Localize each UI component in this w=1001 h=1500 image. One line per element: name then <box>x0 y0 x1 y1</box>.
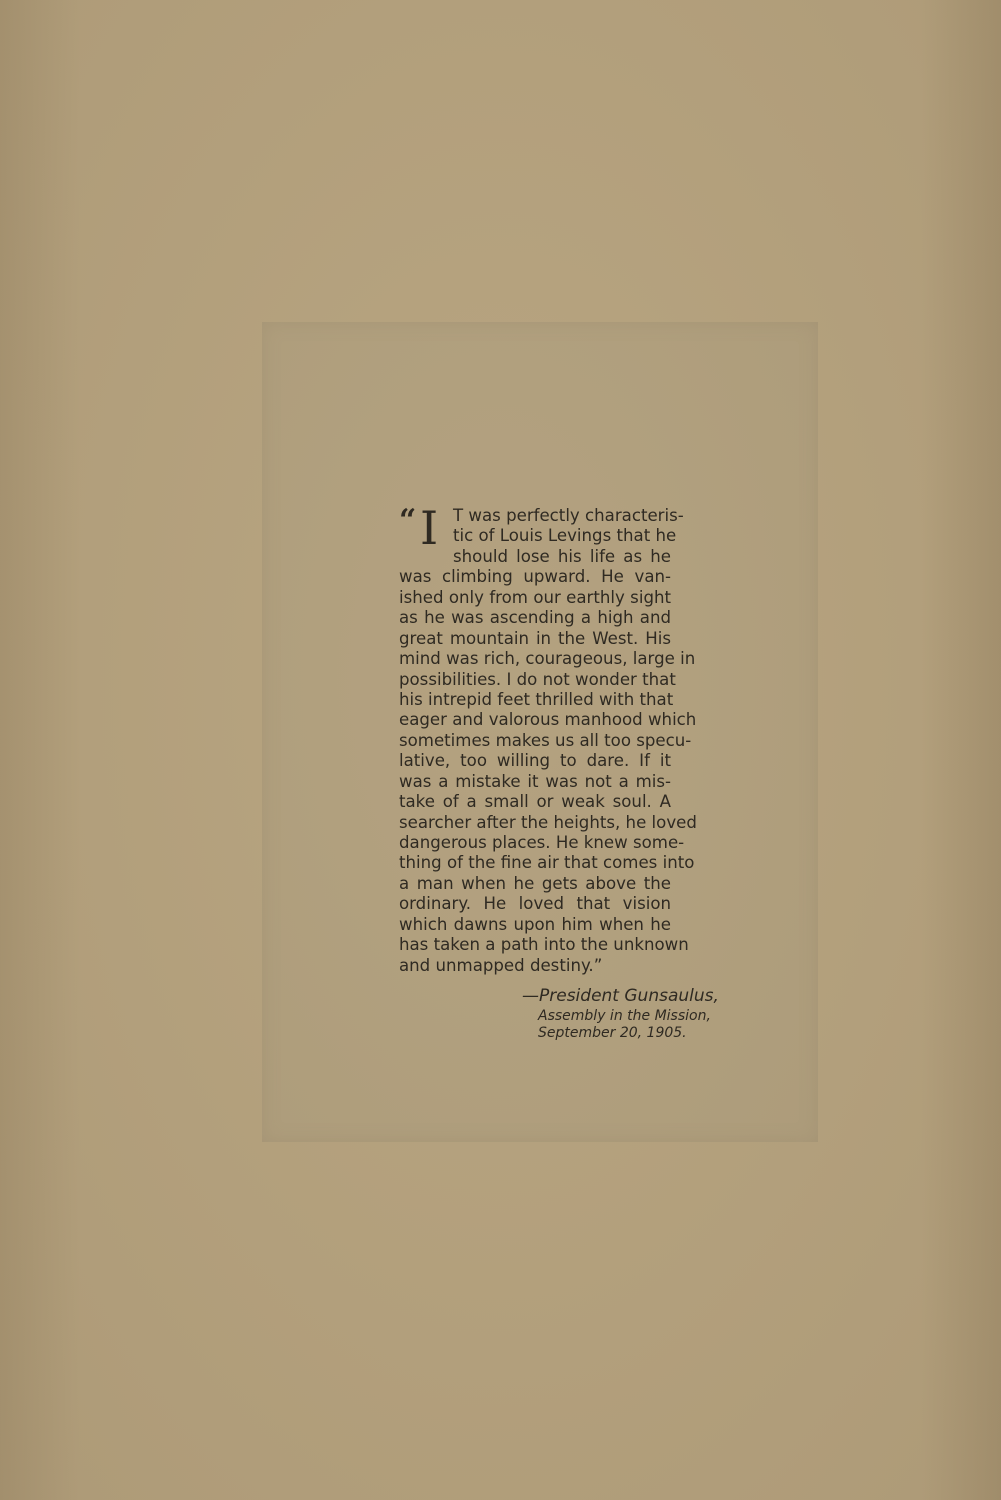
quote-line: possibilities. I do not wonder that <box>399 669 676 689</box>
quote-block <box>399 501 697 976</box>
open-quote-mark: “ <box>399 503 417 538</box>
attribution-name: —President Gunsaulus, <box>522 986 719 1006</box>
quote-line: which dawns upon him when he <box>399 914 671 934</box>
drop-cap: I <box>420 501 439 555</box>
quote-line: take of a small or weak soul. A <box>399 792 671 812</box>
quote-line: great mountain in the West. His <box>399 628 671 648</box>
quote-line: T was perfectly characteris- <box>453 506 684 525</box>
quote-line: and unmapped destiny.” <box>399 955 603 975</box>
quote-line: thing of the fine air that comes into <box>399 853 695 873</box>
quote-line: ished only from our earthly sight <box>399 587 671 607</box>
quote-line: as he was ascending a high and <box>399 608 671 628</box>
quote-line: mind was rich, courageous, large in <box>399 649 696 669</box>
quote-line: eager and valorous manhood which <box>399 710 697 730</box>
quote-line: was climbing upward. He van- <box>399 567 671 587</box>
quote-line: his intrepid feet thrilled with that <box>399 689 674 709</box>
quote-line: searcher after the heights, he loved <box>399 812 697 832</box>
quote-line: was a mistake it was not a mis- <box>399 771 671 791</box>
attribution-date: September 20, 1905. <box>538 1025 687 1041</box>
quote-line: ordinary. He loved that vision <box>399 894 671 914</box>
quote-line: has taken a path into the unknown <box>399 935 689 955</box>
quote-line: a man when he gets above the <box>399 873 671 893</box>
quote-line: should lose his life as he <box>453 546 671 566</box>
quote-line: dangerous places. He knew some- <box>399 833 685 852</box>
quote-line: lative, too willing to dare. If it <box>399 751 671 771</box>
quote-line: sometimes makes us all too specu- <box>399 730 692 750</box>
attribution-place: Assembly in the Mission, <box>538 1008 711 1024</box>
quote-line: tic of Louis Levings that he <box>453 526 677 546</box>
